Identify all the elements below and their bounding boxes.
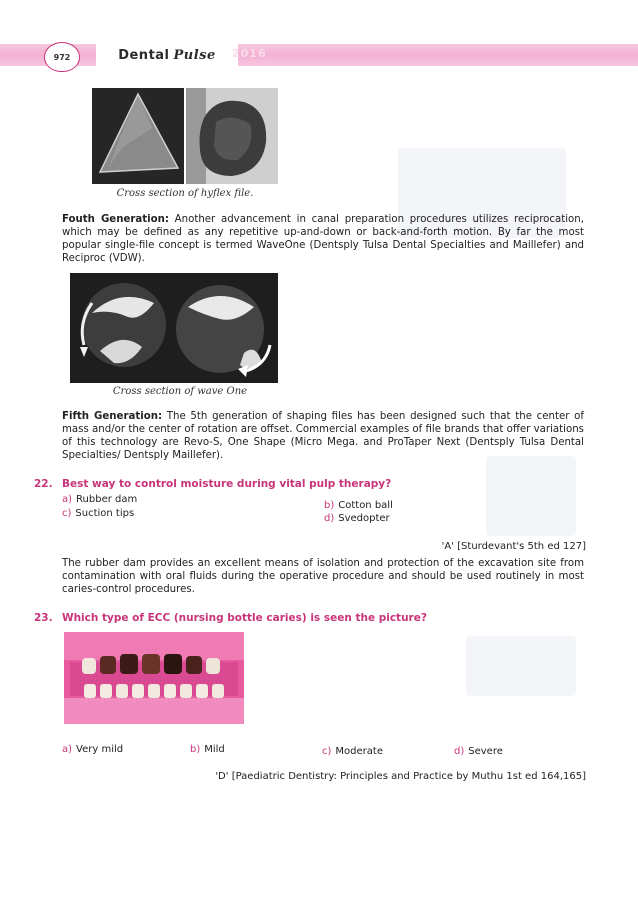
question-23-number: 23.	[34, 612, 53, 624]
option-letter: a)	[62, 744, 73, 755]
nursing-bottle-caries-image	[64, 632, 244, 724]
header-ghost-text: 2016	[232, 47, 267, 60]
background-artifact	[486, 456, 576, 536]
figure-hyflex-caption: Cross section of hyflex file.	[116, 188, 254, 199]
q22-option-b	[324, 500, 393, 511]
option-text: Svedopter	[338, 513, 390, 524]
fourth-generation-heading: Fouth Generation:	[62, 214, 169, 225]
figure-waveone-caption: Cross section of wave One	[112, 386, 248, 397]
option-text: Rubber dam	[76, 494, 138, 505]
q23-option-a	[62, 744, 123, 755]
triangle-cross-section-image	[92, 88, 184, 184]
fifth-generation-heading: Fifth Generation:	[62, 411, 163, 422]
question-22-text: Best way to control moisture during vital pulp therapy?	[62, 478, 392, 490]
fourth-generation-text: Another advancement in canal preparation procedures utilizes reciprocation, which may be defined as any repetitive up-and-down or back-and-forth motion. By far the most popular single-file concept is termed WaveOne (Dentsply Tulsa Dental Specialties and Maillefer) and Reciproc (VDW).	[62, 214, 584, 264]
option-letter: b)	[190, 744, 201, 755]
q23-option-b	[190, 744, 225, 755]
q22-option-d	[324, 513, 390, 524]
option-text: Severe	[468, 746, 503, 757]
question-23-text: Which type of ECC (nursing bottle caries) is seen the picture?	[62, 612, 427, 624]
q22-explanation: The rubber dam provides an excellent means of isolation and protection of the excavation site from contamination with oral fluids during the operative procedure and should be used routinely in most caries-control procedures.	[62, 558, 584, 595]
waveone-cross-section-image	[70, 273, 278, 383]
q23-answer-reference: 'D' [Paediatric Dentistry: Principles and Practice by Muthu 1st ed 164,165]	[215, 771, 586, 782]
fifth-generation-text: The 5th generation of shaping files has been designed such that the center of mass and/or the center of rotation are offset. Commercial examples of file brands that offer variations of this technology are Revo-S, One Shape (Micro Mega. and ProTaper Next (Dentsply Tulsa Dental Specialties/ Dentsply Maillefer).	[62, 411, 584, 461]
option-text: Moderate	[335, 746, 383, 757]
running-header-title	[96, 44, 238, 66]
option-letter: c)	[322, 746, 332, 757]
header-title-main: Dental	[118, 47, 170, 63]
option-letter: d)	[324, 513, 335, 524]
fifth-generation-paragraph	[62, 410, 584, 462]
background-artifact	[466, 636, 576, 696]
option-text: Suction tips	[75, 508, 135, 519]
q23-option-c	[322, 746, 383, 757]
header-title-script: Pulse	[173, 47, 216, 63]
q23-option-d	[454, 746, 503, 757]
option-text: Cotton ball	[338, 500, 393, 511]
figure-ecc-teeth	[64, 632, 244, 724]
fourth-generation-paragraph	[62, 213, 584, 265]
figure-waveone	[70, 273, 278, 383]
option-letter: a)	[62, 494, 73, 505]
option-letter: b)	[324, 500, 335, 511]
option-letter: c)	[62, 508, 72, 519]
q22-answer-reference: 'A' [Sturdevant's 5th ed 127]	[441, 541, 586, 552]
hyflex-photo-left	[92, 88, 184, 184]
q22-option-a	[62, 494, 137, 505]
rounded-cross-section-image	[186, 88, 278, 184]
option-text: Mild	[204, 744, 225, 755]
option-text: Very mild	[76, 744, 124, 755]
hyflex-photo-right	[186, 88, 278, 184]
q22-option-c	[62, 508, 134, 519]
question-22-number: 22.	[34, 478, 53, 490]
option-letter: d)	[454, 746, 465, 757]
figure-hyflex	[92, 88, 278, 184]
page-number-badge: 972	[44, 42, 80, 72]
